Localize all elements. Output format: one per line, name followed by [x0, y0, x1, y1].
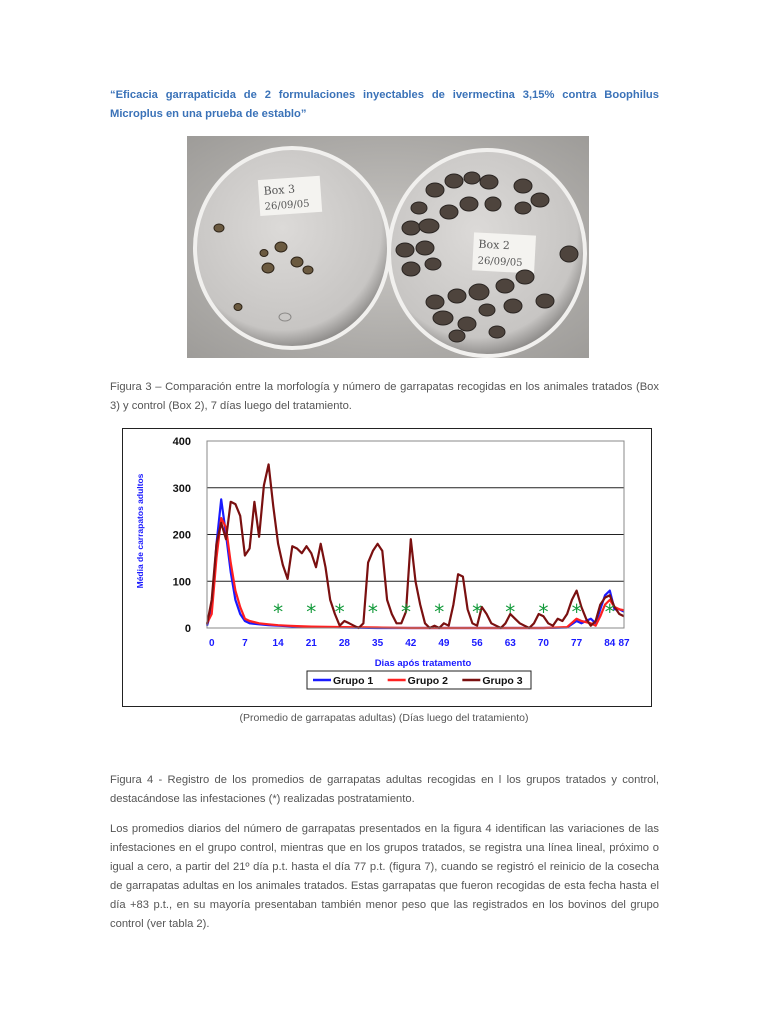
x-tick-label: 0	[208, 638, 215, 649]
y-axis-label: Média de carrapatos adultos	[135, 473, 145, 589]
x-tick-label: 77	[571, 638, 583, 649]
infestation-marker: *	[367, 600, 378, 624]
svg-text:Box 3: Box 3	[263, 182, 296, 198]
y-tick-label: 400	[172, 436, 191, 448]
article-title	[110, 86, 659, 124]
infestation-marker: *	[571, 600, 582, 624]
figure4-caption: Figura 4 - Registro de los promedios de garrapatas adultas recogidas en l los grupos tratados y control, destacándose las infestaciones (*) realizadas postratamiento.	[110, 774, 659, 805]
article-title-line2: Microplus en una prueba de establo”	[110, 108, 307, 120]
x-tick-label: 21	[305, 638, 317, 649]
body-paragraph: Los promedios diarios del número de garrapatas presentados en la figura 4 identifican las variaciones de las infestaciones en el grupo control, mientras que en los grupos tratados, se registra una línea lineal, próximo o igual a cero, a partir del 21º día p.t. hasta el día 77 p.t. (figura 7), cuando se registró el reinicio de la cosecha de garrapatas adultas en los animales tratados. Estas garrapatas que fueron recogidas de esta fecha hasta el día +83 p.t., en su mayoría presentaban también menor peso que las registrados en los bovinos del grupo control (ver tabla 2).	[110, 823, 659, 930]
petri-dish-photo	[187, 136, 589, 358]
legend-label-3: Grupo 3	[482, 675, 523, 687]
y-tick-label: 300	[172, 482, 191, 495]
x-tick-label: 87	[618, 638, 630, 649]
figure3-caption: Figura 3 – Comparación entre la morfología y número de garrapatas recogidas en los animales tratados (Box 3) y control (Box 2), 7 días luego del tratamiento.	[110, 381, 659, 412]
chart-caption: (Promedio de garrapatas adultas) (Días luego del tratamiento)	[239, 712, 529, 724]
legend-label-2: Grupo 2	[407, 675, 448, 687]
infestation-marker: *	[273, 600, 284, 624]
infestation-marker: *	[604, 600, 615, 624]
x-tick-label: 42	[405, 638, 417, 649]
svg-text:26/09/05: 26/09/05	[264, 198, 310, 213]
x-tick-label: 14	[272, 638, 284, 649]
x-tick-label: 35	[372, 638, 384, 649]
infestation-marker: *	[434, 600, 445, 624]
series-line-1	[207, 499, 624, 628]
x-tick-label: 7	[242, 638, 248, 649]
series-line-3	[207, 464, 624, 628]
x-tick-label: 70	[537, 638, 550, 649]
figure4-line-chart	[123, 429, 651, 706]
legend-label-1: Grupo 1	[333, 675, 374, 687]
x-tick-label: 63	[504, 638, 516, 649]
chart-legend	[307, 671, 531, 689]
x-tick-label: 28	[338, 638, 350, 649]
x-tick-label: 84	[604, 638, 616, 649]
infestation-marker: *	[306, 600, 317, 624]
figure4-chart-frame	[122, 428, 652, 707]
x-tick-label: 49	[438, 638, 450, 649]
y-tick-label: 200	[172, 529, 191, 542]
infestation-marker: *	[505, 600, 516, 624]
y-tick-label: 100	[172, 576, 191, 589]
y-tick-label: 0	[184, 623, 191, 635]
infestation-marker: *	[334, 600, 345, 624]
svg-text:26/09/05: 26/09/05	[477, 255, 523, 269]
article-title-line1: “Eficacia garrapaticida de 2 formulaciones inyectables de ivermectina 3,15% contra Boophilus	[110, 89, 659, 101]
label-card-box3	[258, 176, 322, 216]
infestation-marker: *	[472, 600, 483, 624]
x-tick-label: 56	[471, 638, 483, 649]
x-axis-label: Dias após tratamento	[374, 658, 472, 669]
infestation-marker: *	[401, 600, 412, 624]
label-card-box2	[472, 232, 536, 273]
infestation-marker: *	[538, 600, 549, 624]
svg-text:Box 2: Box 2	[478, 237, 511, 253]
